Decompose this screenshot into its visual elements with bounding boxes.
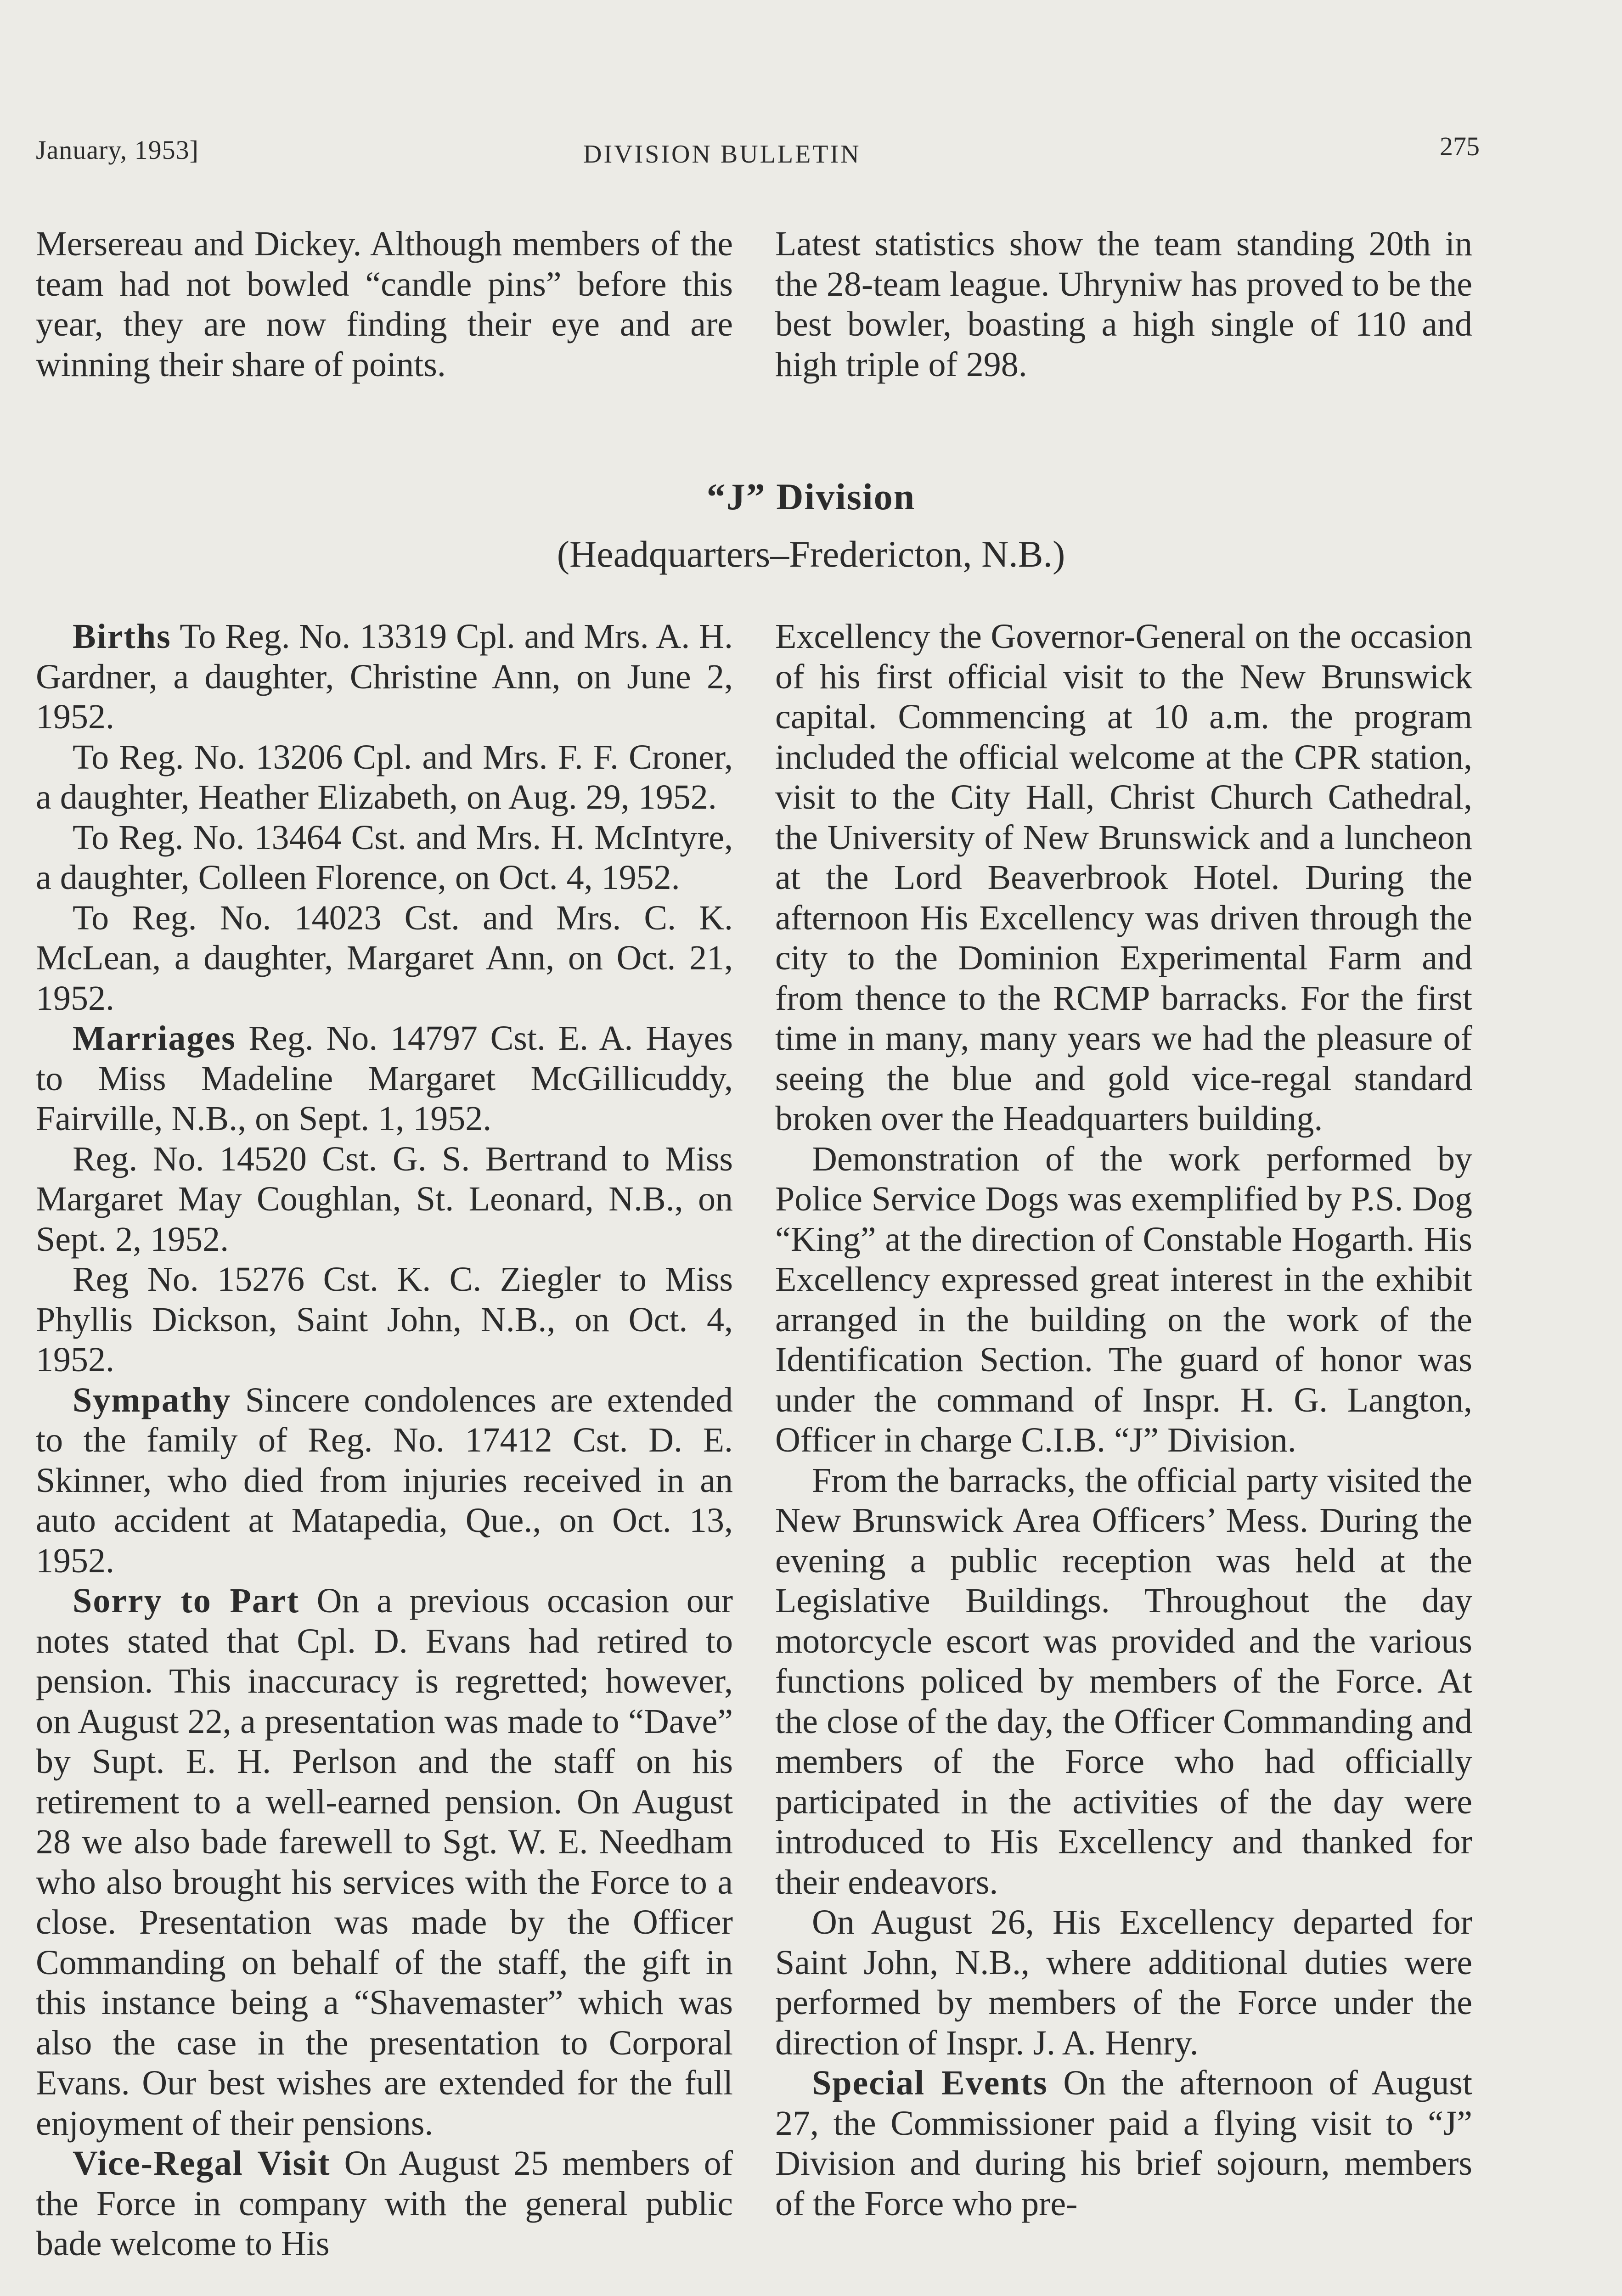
births-paragraph-2: To Reg. No. 13206 Cpl. and Mrs. F. F. Croner, a daughter, Heather Elizabeth, on Aug. 29, 1952.: [36, 737, 733, 816]
births-heading: Births: [73, 617, 171, 656]
sympathy-text: Sincere condolences are extended to the family of Reg. No. 17412 Cst. D. E. Skinner, who died from injuries received in an auto accident at Matapedia, Que., on Oct. 13, 1952.: [36, 1380, 733, 1580]
special-events-paragraph: [775, 2063, 1472, 2224]
marriages-paragraph-3: Reg No. 15276 Cst. K. C. Ziegler to Miss Phyllis Dickson, Saint John, N.B., on Oct. 4, 1952.: [36, 1260, 733, 1379]
births-text-1: To Reg. No. 13319 Cpl. and Mrs. A. H. Gardner, a daughter, Christine Ann, on June 2, 1952.: [36, 617, 733, 736]
special-events-text: On the afternoon of August 27, the Commissioner paid a flying visit to “J” Division and during his brief sojourn, members of the Force who pre-: [775, 2064, 1473, 2223]
police-dogs-paragraph: Demonstration of the work performed by Police Service Dogs was exemplified by P.S. Dog “King” at the direction of Constable Hogarth. His Excellency expressed great interest in the exhibit arranged in the building on the work of the Identification Section. The guard of honor was under the command of Inspr. H. G. Langton, Officer in charge C.I.B. “J” Division.: [775, 1139, 1472, 1459]
saint-john-paragraph: On August 26, His Excellency departed for Saint John, N.B., where additional duties were performed by members of the Force under the direction of Inspr. J. A. Henry.: [775, 1903, 1472, 2062]
marriages-heading: Marriages: [73, 1019, 236, 1058]
section-subtitle: (Headquarters–Fredericton, N.B.): [557, 533, 1065, 575]
births-paragraph: [36, 617, 733, 737]
top-left-paragraph: Mersereau and Dickey. Although members of the team had not bowled “candle pins” before this year, they are now finding their eye and are winning their share of points.: [36, 225, 733, 384]
marriages-paragraph-2: Reg. No. 14520 Cst. G. S. Bertrand to Miss Margaret May Coughlan, St. Leonard, N.B., on Sept. 2, 1952.: [36, 1139, 733, 1259]
vice-regal-paragraph: [36, 2144, 733, 2264]
section-title: “J” Division: [706, 476, 916, 518]
sorry-to-part-text: On a previous occasion our notes stated that Cpl. D. Evans had retired to pension. This inaccuracy is regretted; however, on August 22, a presentation was made to “Dave” by Supt. E. H. Perlson and the staff on his retirement to a well-earned pension. On August 28 we also bade farewell to Sgt. W. E. Needham who also brought his services with the Force to a close. Presentation was made by the Officer Commanding on behalf of the staff, the gift in this instance being a “Shavemaster” which was also the case in the presentation to Corporal Evans. Our best wishes are extended for the full enjoyment of their pensions.: [36, 1581, 733, 2143]
header-date: January, 1953]: [36, 135, 199, 165]
main-right-column: [775, 617, 1472, 2224]
births-paragraph-4: To Reg. No. 14023 Cst. and Mrs. C. K. McLean, a daughter, Margaret Ann, on Oct. 21, 1952.: [36, 898, 733, 1018]
sympathy-paragraph: [36, 1380, 733, 1581]
marriages-text-1: Reg. No. 14797 Cst. E. A. Hayes to Miss Madeline Margaret McGillicuddy, Fairville, N.B., on Sept. 1, 1952.: [36, 1019, 733, 1138]
sympathy-heading: Sympathy: [73, 1380, 231, 1419]
main-left-column: [36, 617, 733, 2264]
page-number: 275: [1440, 131, 1480, 161]
sorry-to-part-paragraph: [36, 1581, 733, 2144]
top-right-paragraph: Latest statistics show the team standing 20th in the 28-team league. Uhryniw has proved to be the best bowler, boasting a high single of 110 and high triple of 298.: [775, 225, 1472, 384]
top-right-column: [775, 224, 1472, 385]
sorry-to-part-heading: Sorry to Part: [73, 1581, 299, 1620]
top-left-column: [36, 224, 733, 385]
vice-regal-heading: Vice-Regal Visit: [73, 2144, 331, 2183]
vice-regal-text: On August 25 members of the Force in company with the general public bade welcome to His: [36, 2144, 733, 2263]
barracks-paragraph: From the barracks, the official party visited the New Brunswick Area Officers’ Mess. During the evening a public reception was held at the Legislative Buildings. Throughout the day motorcycle escort was provided and the various functions policed by members of the Force. At the close of the day, the Officer Commanding and members of the Force who had officially participated in the activities of the day were introduced to His Excellency and thanked for their endeavors.: [775, 1461, 1472, 1902]
special-events-heading: Special Events: [812, 2064, 1048, 2102]
marriages-paragraph: [36, 1019, 733, 1139]
births-paragraph-3: To Reg. No. 13464 Cst. and Mrs. H. McIntyre, a daughter, Colleen Florence, on Oct. 4, 1952.: [36, 818, 733, 897]
header-publication: DIVISION BULLETIN: [583, 140, 861, 169]
vice-regal-continued-paragraph: Excellency the Governor-General on the occasion of his first official visit to the New Brunswick capital. Commencing at 10 a.m. the program included the official welcome at the CPR station, visit to the City Hall, Christ Church Cathedral, the University of New Brunswick and a luncheon at the Lord Beaverbrook Hotel. During the afternoon His Excellency was driven through the city to the Dominion Experimental Farm and from thence to the RCMP barracks. For the first time in many, many years we had the pleasure of seeing the blue and gold vice-regal standard broken over the Headquarters building.: [775, 617, 1472, 1138]
